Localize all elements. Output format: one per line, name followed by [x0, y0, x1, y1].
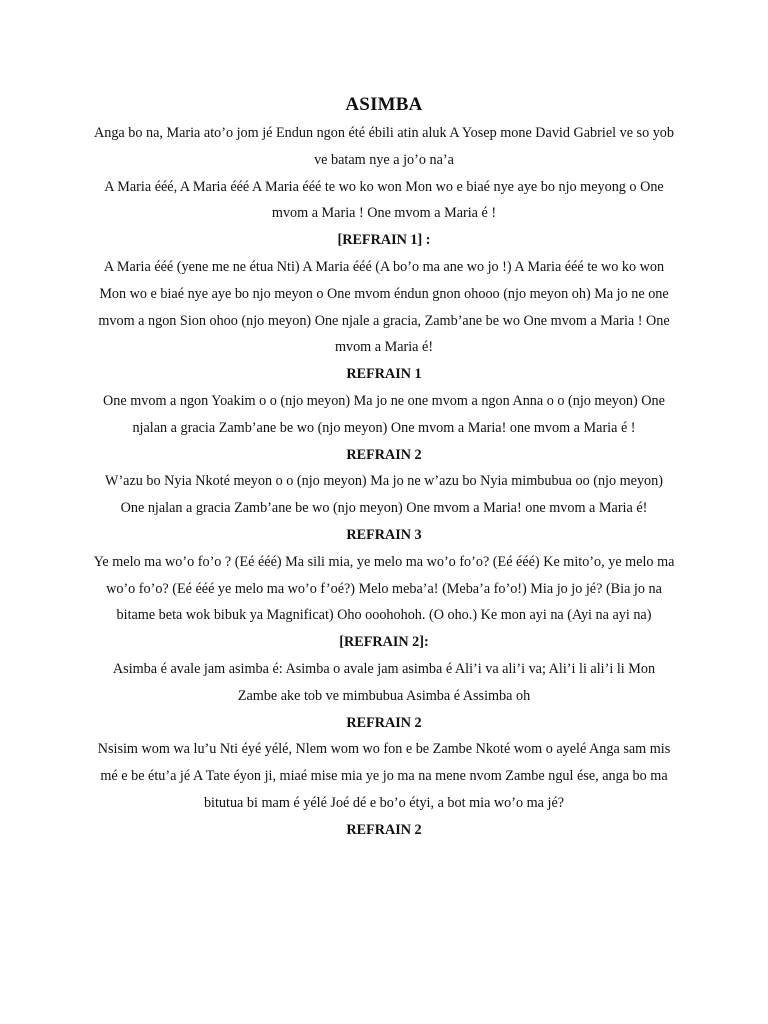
refrain-heading: REFRAIN 2	[346, 821, 422, 838]
verse-paragraph: Ye melo ma wo’o fo’o ? (Eé ééé) Ma sili mia, ye melo ma wo’o fo’o? (Eé ééé) Ke mito’o, ye melo ma wo’o fo’o? (Eé ééé ye melo ma wo’o f’oé?) Melo meba’a! (Meba’a fo’o!) Mia jo jo jé? (Bia jo na bitame beta wok bibuk ya Magnificat) Oho ooohohoh. (O oho.) Ke mon ayi na (Ayi na ayi na)	[93, 553, 675, 624]
verse-paragraph: One mvom a ngon Yoakim o o (njo meyon) Ma jo ne one mvom a ngon Anna o o (njo meyon) One njalan a gracia Zamb’ane be wo (njo meyon) One mvom a Maria! one mvom a Maria é !	[103, 392, 665, 436]
refrain-heading: REFRAIN 2	[346, 446, 422, 463]
refrain-heading: REFRAIN 1	[346, 366, 422, 383]
refrain-heading: REFRAIN 2	[346, 714, 422, 731]
verse-paragraph: A Maria ééé, A Maria ééé A Maria ééé te wo ko won Mon wo e biaé nye aye bo njo meyong o One mvom a Maria ! One mvom a Maria é !	[104, 178, 664, 222]
refrain-heading: [REFRAIN 1] :	[337, 232, 431, 249]
verse-paragraph: Nsisim wom wa lu’u Nti éyé yélé, Nlem wom wo fon e be Zambe Nkoté wom o ayelé Anga sam mis mé e be étu’a jé A Tate éyon ji, miaé mise mia ye jo ma na mene nvom Zambe ngul ése, anga bo ma bitutua bi mam é yélé Joé dé e bo’o étyi, a bot mia wo’o ma jé?	[97, 741, 671, 811]
verse-paragraph: W’azu bo Nyia Nkoté meyon o o (njo meyon) Ma jo ne w’azu bo Nyia mimbubua oo (njo meyon) One njalan a gracia Zamb’ane be wo (njo meyon) One mvom a Maria! one mvom a Maria é!	[105, 473, 663, 517]
document-title: ASIMBA	[345, 94, 423, 115]
lyrics-blocks	[92, 120, 676, 844]
refrain-heading: [REFRAIN 2]:	[339, 634, 429, 651]
verse-paragraph: Asimba é avale jam asimba é: Asimba o avale jam asimba é Ali’i va ali’i va; Ali’i li ali’i li Mon Zambe ake tob ve mimbubua Asimba é Assimba oh	[112, 660, 656, 704]
refrain-heading: REFRAIN 3	[346, 526, 422, 543]
verse-paragraph: A Maria ééé (yene me ne étua Nti) A Maria ééé (A bo’o ma ane wo jo !) A Maria ééé te wo ko won Mon wo e biaé nye aye bo njo meyon o One mvom éndun gnon ohooo (njo meyon oh) Ma jo ne one mvom a ngon Sion ohoo (njo meyon) One njale a gracia, Zamb’ane be wo One mvom a Maria ! One mvom a Maria é!	[98, 258, 670, 356]
document-body	[92, 92, 676, 844]
verse-paragraph: Anga bo na, Maria ato’o jom jé Endun ngon été ébili atin aluk A Yosep mone David Gabriel ve so yob ve batam nye a jo’o na’a	[93, 125, 674, 168]
